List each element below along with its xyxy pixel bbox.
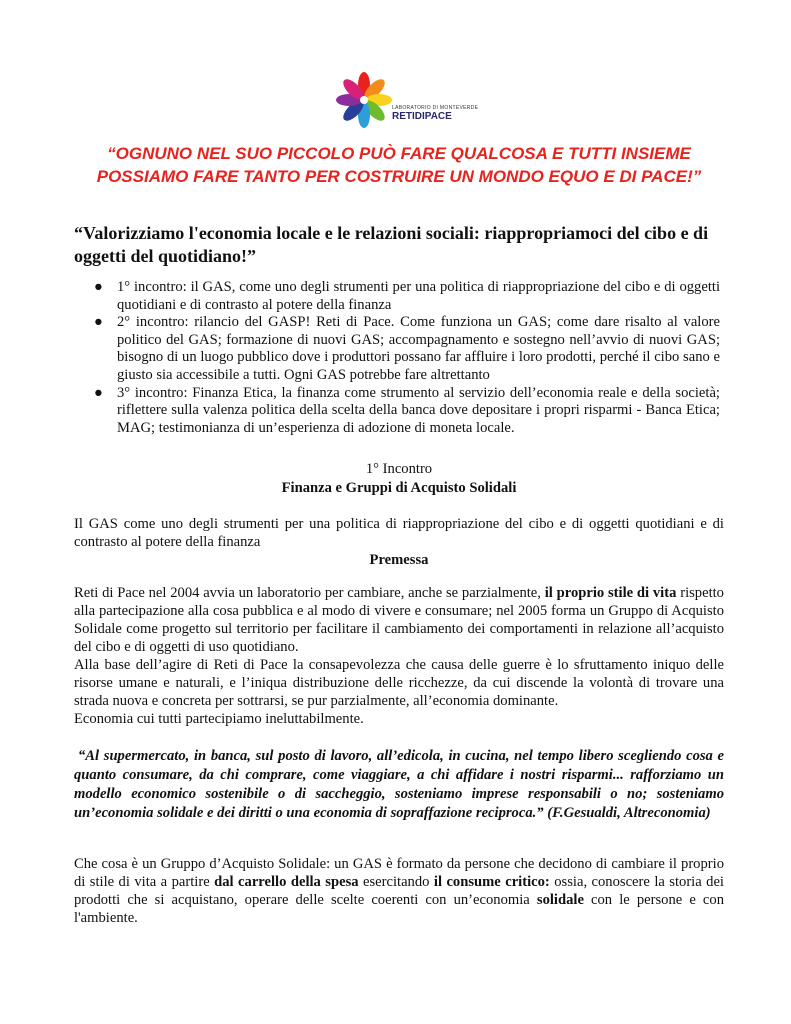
list-item-text: 1° incontro: il GAS, come uno degli strumenti per una politica di riappropriazione del cibo e di oggetti quotidiani e di contrasto al potere della finanza [117, 279, 720, 313]
list-item-text: 2° incontro: rilancio del GASP! Reti di Pace. Come funziona un GAS; come dare risalto al valore politico del GAS; formazione di nuovi GAS; accompagnamento e sostegno nell’avvio di nuovi GAS; bisogno di un luogo pubblico dove i produttori possano far affluire i loro prodotti, perché il cibo sano e giusto sia accessibile a tutti. Ogni GAS potrebbe fare altrettanto [117, 314, 720, 383]
logo-subtitle: LABORATORIO DI MONTEVERDE [392, 105, 479, 111]
section-number: 1° Incontro [365, 461, 433, 477]
premessa-heading: Premessa [369, 552, 429, 568]
quote-block: “Al supermercato, in banca, sul posto di lavoro, all’edicola, in cucina, nel tempo libero scegliendo cosa e quanto consumare, da chi comprare, come viaggiare, a chi affidare i nostri risparmi... rafforziamo un modello economico sostenibile o di saccheggio, sosteniamo imprese responsabili o no; sosteniamo un’economia solidale e dei diritti o una economia di sopraffazione reciproca.” (F.Gesualdi, Altreconomia) [74, 748, 724, 821]
flower-logo-icon [334, 70, 394, 130]
text-run: ossia, conoscere la storia dei prodotti che si acquistano, operare delle scelte coerenti con un’economia [74, 874, 724, 908]
text-run: Economia cui tutti partecipiamo ineluttabilmente. [74, 711, 364, 727]
retidipace-logo [334, 70, 479, 130]
text-run: con le persone e con l'ambiente. [74, 892, 724, 926]
bullet-icon: ● [94, 314, 103, 331]
text-run: Che cosa è un Gruppo d’Acquisto Solidale: un GAS è formato da persone che decidono di cambiare il proprio di stile di vita a partire [74, 856, 724, 890]
text-run-bold: solidale [536, 892, 584, 908]
motto: “OGNUNO NEL SUO PICCOLO PUÒ FARE QUALCOSA E TUTTI INSIEME POSSIAMO FARE TANTO PER COSTRUIRE UN MONDO EQUO E DI PACE!” [96, 144, 702, 186]
bullet-icon: ● [94, 384, 103, 401]
text-run: rispetto alla partecipazione alla cosa pubblica e al modo di vivere e consumare; nel 2005 forma un Gruppo di Acquisto Solidale come progetto sul territorio per facilitare il cambiamento dei comportamenti in relazione all’acquisto del cibo e di oggetti di uso quotidiano. [74, 585, 724, 655]
list-item [92, 279, 720, 314]
logo-name: RETIDIPACE [392, 111, 452, 122]
text-run: esercitando [363, 874, 430, 890]
list-item-text: 3° incontro: Finanza Etica, la finanza come strumento al servizio dell’economia reale e della società; riflettere sulla valenza politica della scelta della banca dove depositare i propri risparmi - Banca Etica; MAG; testimonianza di un’esperienza di adozione di moneta locale. [117, 384, 720, 436]
text-run-bold: il proprio stile di vita [544, 585, 677, 601]
page-title: “Valorizziamo l'economia locale e le relazioni sociali: riappropriamoci del cibo e di oggetti del quotidiano!” [74, 223, 709, 266]
gas-definition-paragraph [74, 855, 724, 927]
section-intro: Il GAS come uno degli strumenti per una politica di riappropriazione del cibo e di oggetti quotidiani e di contrasto al potere della finanza [74, 516, 724, 550]
list-item [92, 385, 720, 438]
text-run: Alla base dell’agire di Reti di Pace la consapevolezza che causa delle guerre è lo sfruttamento iniquo delle risorse umane e naturali, e l’iniqua distribuzione delle ricchezze, da cui discende la volontà di trovare una strada nuova e concreta per sottrarsi, se pur parzialmente, all’economia dominante. [74, 657, 724, 709]
premessa-paragraph [74, 584, 724, 728]
list-item [92, 314, 720, 384]
text-run-bold: dal carrello della spesa [214, 874, 359, 890]
text-run: Reti di Pace nel 2004 avvia un laboratorio per cambiare, anche se parzialmente, [74, 585, 541, 601]
bullet-icon: ● [94, 279, 103, 295]
section-title: Finanza e Gruppi di Acquisto Solidali [281, 480, 517, 496]
text-run-bold: il consume critico: [433, 874, 550, 890]
meeting-list [92, 279, 720, 437]
